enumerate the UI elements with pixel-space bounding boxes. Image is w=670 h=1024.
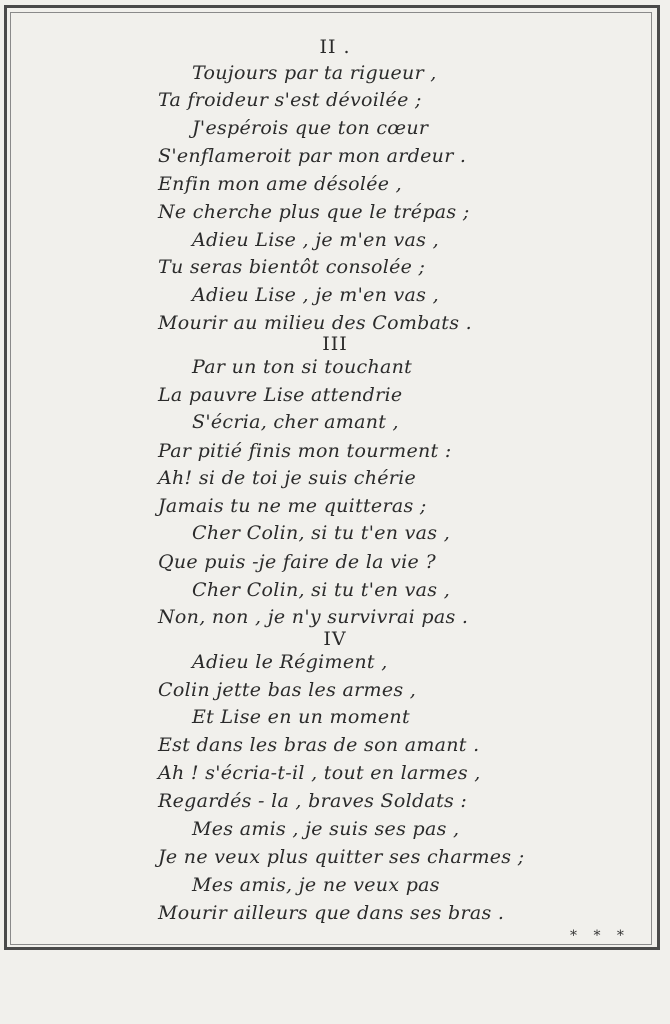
verse-line: Et Lise en un moment	[192, 706, 410, 728]
stanza-number: III	[322, 333, 348, 355]
verse-line: Cher Colin, si tu t'en vas ,	[192, 522, 451, 544]
verse-line: Mourir au milieu des Combats .	[158, 312, 472, 334]
verse-line: Est dans les bras de son amant .	[158, 734, 480, 756]
verse-line: Toujours par ta rigueur ,	[192, 62, 437, 84]
verse-line: Adieu le Régiment ,	[192, 651, 388, 673]
verse-line: Jamais tu ne me quitteras ;	[158, 495, 427, 517]
verse-line: J'espérois que ton cœur	[192, 117, 429, 139]
verse-line: Mes amis , je suis ses pas ,	[192, 818, 460, 840]
verse-line: Par pitié finis mon tourment :	[158, 440, 452, 462]
stanza-number: II .	[319, 36, 351, 58]
verse-line: La pauvre Lise attendrie	[158, 384, 403, 406]
verse-line: Enfin mon ame désolée ,	[158, 173, 402, 195]
verse-line: Regardés - la , braves Soldats :	[158, 790, 468, 812]
verse-line: Ne cherche plus que le trépas ;	[158, 201, 470, 223]
verse-line: Mourir ailleurs que dans ses bras .	[158, 902, 505, 924]
verse-line: Cher Colin, si tu t'en vas ,	[192, 579, 451, 601]
ornament: * * *	[570, 928, 630, 944]
verse-line: S'écria, cher amant ,	[192, 411, 399, 433]
verse-line: Adieu Lise , je m'en vas ,	[192, 229, 439, 251]
verse-line: S'enflameroit par mon ardeur .	[158, 145, 467, 167]
verse-line: Par un ton si touchant	[192, 356, 413, 378]
verse-line: Non, non , je n'y survivrai pas .	[158, 606, 469, 628]
verse-line: Ta froideur s'est dévoilée ;	[158, 89, 422, 111]
stanza-number: IV	[323, 628, 347, 650]
verse-line: Je ne veux plus quitter ses charmes ;	[158, 846, 525, 868]
verse-line: Que puis -je faire de la vie ?	[158, 551, 436, 573]
verse-line: Adieu Lise , je m'en vas ,	[192, 284, 439, 306]
verse-line: Mes amis, je ne veux pas	[192, 874, 440, 896]
verse-line: Colin jette bas les armes ,	[158, 679, 417, 701]
verse-line: Ah! si de toi je suis chérie	[158, 467, 417, 489]
verse-line: Ah ! s'écria-t-il , tout en larmes ,	[158, 762, 481, 784]
verse-line: Tu seras bientôt consolée ;	[158, 256, 426, 278]
